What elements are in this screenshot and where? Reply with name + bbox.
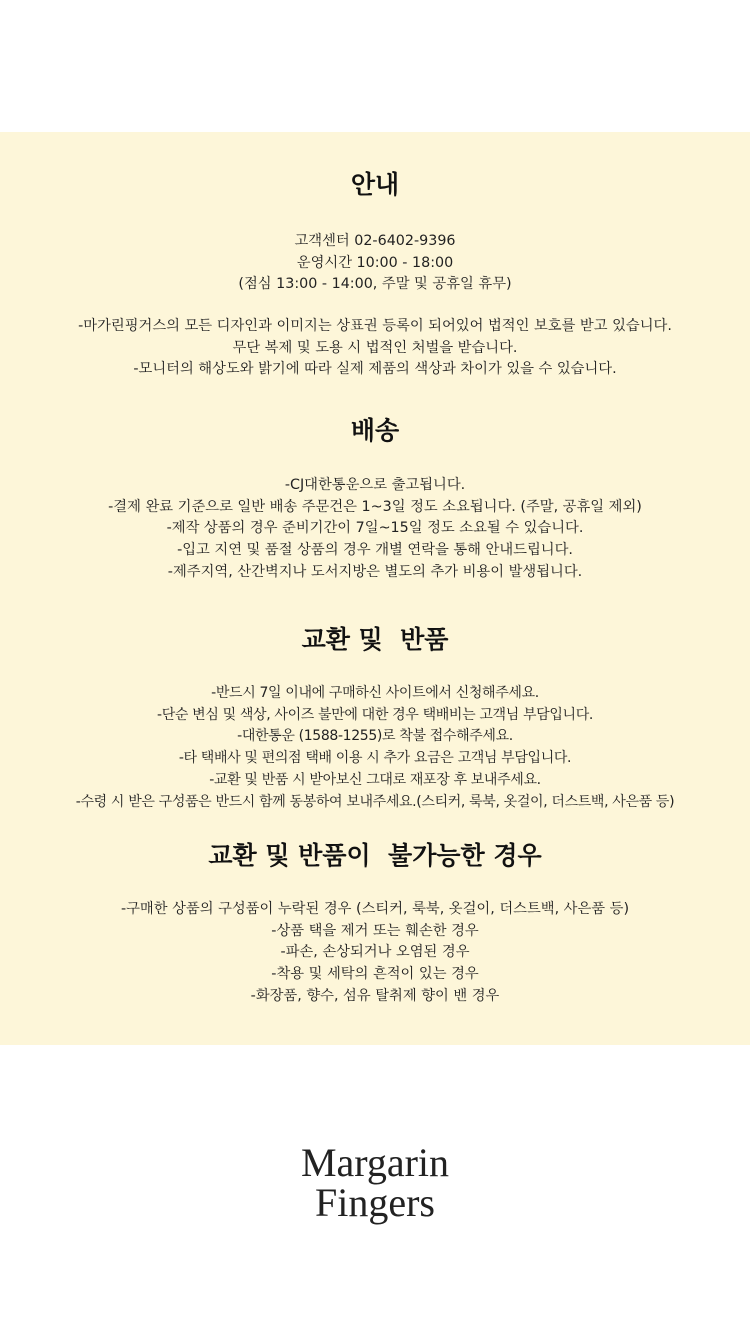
brand-logo-line: Margarin — [300, 1140, 450, 1185]
notice-heading: 안내 — [350, 170, 400, 199]
exchange-line: -반드시 7일 이내에 구매하신 사이트에서 신청해주세요. — [211, 685, 539, 701]
contact-info — [0, 231, 750, 296]
not-allowed-heading: 교환 및 반품이 불가능한 경우 — [208, 841, 542, 870]
copyright-line: 무단 복제 및 도용 시 법적인 처벌을 받습니다. — [232, 339, 518, 356]
shipping-info — [0, 475, 750, 584]
exchange-line: -타 택배사 및 편의점 택배 이용 시 추가 요금은 고객님 부담입니다. — [178, 750, 572, 767]
info-panel — [0, 132, 750, 1045]
not-allowed-line: -파손, 손상되거나 오염된 경우 — [280, 944, 470, 961]
copyright-line: -모니터의 해상도와 밝기에 따라 실제 제품의 색상과 차이가 있을 수 있습니다. — [133, 361, 617, 378]
exchange-line: -교환 및 반품 시 받아보신 그대로 재포장 후 보내주세요. — [209, 771, 541, 788]
exchange-info — [0, 683, 750, 813]
not-allowed-line: -구매한 상품의 구성품이 누락된 경우 (스티커, 룩북, 옷걸이, 더스트백, 사은품 등) — [120, 901, 630, 917]
shipping-line: -입고 지연 및 품절 상품의 경우 개별 연락을 통해 안내드립니다. — [177, 542, 573, 559]
contact-lunch: (점심 13:00 - 14:00, 주말 및 공휴일 휴무) — [238, 276, 512, 293]
copyright-notice — [0, 316, 750, 381]
exchange-heading: 교환 및 반품 — [301, 625, 449, 654]
copyright-line: -마가린핑거스의 모든 디자인과 이미지는 상표권 등록이 되어있어 법적인 보호를 받고 있습니다. — [78, 318, 672, 334]
exchange-line: -수령 시 받은 구성품은 반드시 함께 동봉하여 보내주세요.(스티커, 룩북, 옷걸이, 더스트백, 사은품 등) — [75, 793, 675, 810]
shipping-heading: 배송 — [350, 416, 400, 445]
not-allowed-info — [0, 899, 750, 1008]
contact-phone: 고객센터 02-6402-9396 — [294, 233, 456, 249]
not-allowed-line: -상품 택을 제거 또는 훼손한 경우 — [271, 922, 479, 939]
exchange-line: -단순 변심 및 색상, 사이즈 불만에 대한 경우 택배비는 고객님 부담입니다. — [157, 706, 593, 723]
shipping-line: -제주지역, 산간벽지나 도서지방은 별도의 추가 비용이 발생됩니다. — [167, 563, 583, 580]
brand-logo-line: Fingers — [315, 1180, 435, 1225]
shipping-line: -결제 완료 기준으로 일반 배송 주문건은 1~3일 정도 소요됩니다. (주말, 공휴일 제외) — [108, 498, 642, 515]
contact-hours: 운영시간 10:00 - 18:00 — [296, 254, 454, 271]
not-allowed-line: -착용 및 세탁의 흔적이 있는 경우 — [271, 966, 479, 983]
brand-logo — [0, 1140, 750, 1225]
exchange-line: -대한통운 (1588-1255)로 착불 접수해주세요. — [237, 728, 513, 745]
shipping-line: -CJ대한통운으로 출고됩니다. — [284, 477, 466, 493]
shipping-line: -제작 상품의 경우 준비기간이 7일~15일 정도 소요될 수 있습니다. — [166, 520, 584, 537]
not-allowed-line: -화장품, 향수, 섬유 탈취제 향이 밴 경우 — [250, 987, 500, 1004]
